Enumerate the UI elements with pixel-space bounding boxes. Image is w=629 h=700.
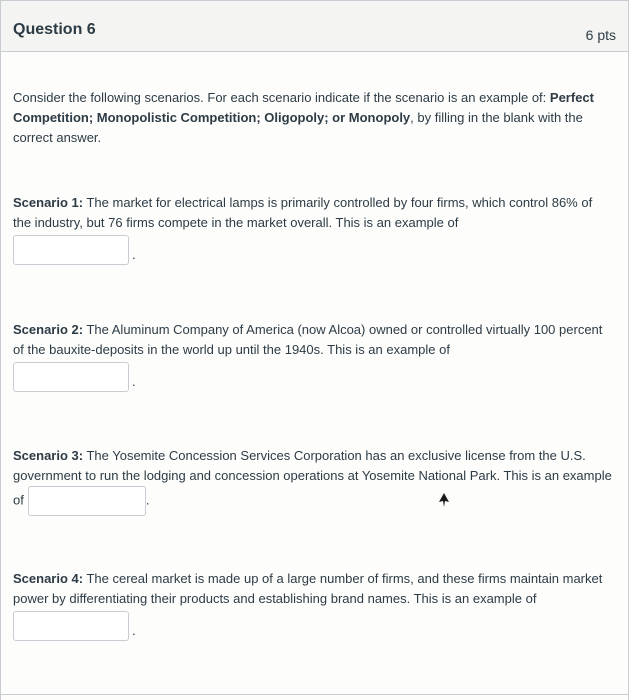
period: . <box>145 492 150 508</box>
scenario-3-answer-input[interactable] <box>28 486 146 516</box>
mouse-pointer-icon <box>439 493 449 507</box>
instructions-text-rest: , by filling in the blank with the correct answer. <box>13 110 583 145</box>
scenario-1-answer-input[interactable] <box>13 235 129 265</box>
divider <box>1 694 628 695</box>
period: . <box>132 623 136 638</box>
scenario-1 <box>13 193 613 265</box>
question-header <box>1 0 628 52</box>
scenario-2-answer-input[interactable] <box>13 362 129 392</box>
scenario-text: The market for electrical lamps is primarily controlled by four firms, which control 86% of the industry, but 76 firms compete in the market overall. This is an example of <box>13 195 593 230</box>
scenario-label: Scenario 2: <box>13 322 84 337</box>
scenario-label: Scenario 1: <box>13 195 84 210</box>
scenario-3 <box>13 446 613 516</box>
scenario-2 <box>13 320 613 392</box>
scenario-label: Scenario 4: <box>13 571 84 586</box>
period: . <box>132 374 136 389</box>
scenario-text: The Yosemite Concession Services Corporation has an exclusive license from the U.S. government to run the lodging and concession operations at Yosemite National Park. This is an example of <box>13 448 612 508</box>
scenario-4 <box>13 569 613 641</box>
question-title: Question 6 <box>13 21 96 38</box>
instructions-options: Perfect Competition; Monopolistic Competition; Oligopoly; or Monopoly <box>13 90 594 125</box>
scenario-label: Scenario 3: <box>13 448 84 463</box>
period: . <box>132 247 136 262</box>
scenario-text: The Aluminum Company of America (now Alcoa) owned or controlled virtually 100 percent of the bauxite-deposits in the world up until the 1940s. This is an example of <box>13 322 603 357</box>
question-points: 6 pts <box>585 27 616 43</box>
question-instructions <box>13 88 613 148</box>
instructions-text: Consider the following scenarios. For each scenario indicate if the scenario is an example of: <box>13 90 547 105</box>
scenario-4-answer-input[interactable] <box>13 611 129 641</box>
scenario-text: The cereal market is made up of a large number of firms, and these firms maintain market power by differentiating their products and establishing brand names. This is an example of <box>13 571 603 606</box>
